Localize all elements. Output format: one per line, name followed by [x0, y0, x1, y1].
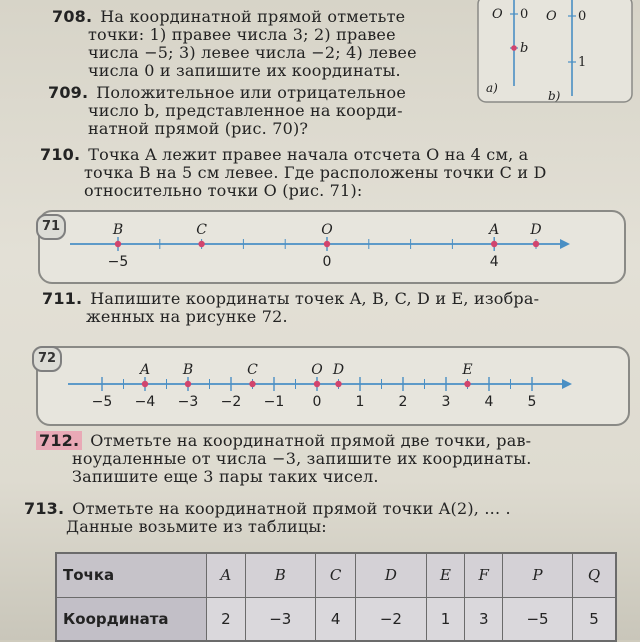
- fig72-tick-label: −2: [220, 394, 242, 410]
- problem-708: [52, 8, 472, 80]
- fig71-point-o: [324, 241, 330, 247]
- problem-text-line: натной прямой (рис. 70)?: [88, 119, 309, 138]
- table-cell: 3: [465, 597, 502, 641]
- figure-71-label: 71: [36, 214, 66, 240]
- coordinates-table: [55, 552, 617, 642]
- fig70-zero-label: 0: [520, 7, 529, 22]
- fig72-tick-label: 0: [312, 394, 322, 410]
- problem-text-line: числа 0 и запишите их координаты.: [88, 61, 401, 80]
- fig72-point-o: [314, 381, 320, 387]
- table-row: [57, 597, 616, 641]
- table-header-cell: A: [207, 554, 246, 598]
- table-header-cell: Q: [573, 554, 616, 598]
- figure-71-number-line: [56, 214, 616, 278]
- fig71-point-label: O: [321, 222, 333, 238]
- fig70-zero-label-b: 0: [578, 9, 587, 24]
- problem-text-line: числа −5; 3) левее числа −2; 4) левее: [88, 43, 417, 62]
- fig72-point-b: [185, 381, 191, 387]
- table-header-cell: P: [502, 554, 572, 598]
- fig72-tick-label: 2: [398, 394, 408, 410]
- fig71-axis-arrow: [560, 239, 570, 249]
- problem-text-line: женных на рисунке 72.: [86, 307, 288, 326]
- fig72-tick-label: 1: [355, 394, 365, 410]
- fig72-point-label: B: [182, 362, 194, 378]
- problem-text-line: число b, представленное на коорди-: [88, 101, 403, 120]
- fig72-point-a: [142, 381, 148, 387]
- fig72-tick-label: −1: [263, 394, 285, 410]
- fig70-one-label: 1: [578, 55, 587, 70]
- problem-text-line: Отметьте на координатной прямой две точки, рав-: [90, 431, 532, 450]
- table-cell: −2: [356, 597, 426, 641]
- fig72-tick-label: −5: [91, 394, 113, 410]
- fig72-tick-label: 3: [441, 394, 451, 410]
- table-header-label: Точка: [57, 554, 207, 598]
- table-header-cell: F: [465, 554, 502, 598]
- table-cell: 4: [315, 597, 355, 641]
- problem-711: [42, 290, 632, 326]
- fig71-point-d: [533, 241, 539, 247]
- table-cell: −5: [502, 597, 572, 641]
- fig71-point-a: [491, 241, 497, 247]
- table-cell: 1: [426, 597, 465, 641]
- fig70-a-caption: a): [486, 81, 498, 95]
- table-header-cell: B: [245, 554, 315, 598]
- fig72-point-label: E: [462, 362, 473, 378]
- problem-number: 711.: [42, 289, 83, 308]
- fig72-axis-arrow: [562, 379, 572, 389]
- fig72-tick-label: −3: [177, 394, 199, 410]
- fig70-b-caption: b): [548, 89, 561, 103]
- fig71-point-label: C: [196, 222, 207, 238]
- fig71-point-label: A: [489, 222, 500, 238]
- fig72-tick-label: 4: [484, 394, 494, 410]
- fig72-tick-label: 5: [527, 394, 537, 410]
- problem-text-line: Запишите еще 3 пары таких чисел.: [72, 467, 379, 486]
- figure-70: [476, 0, 636, 106]
- fig71-point-label: D: [530, 222, 542, 238]
- figure-72-number-line: [60, 352, 620, 418]
- fig72-point-label: D: [332, 362, 345, 378]
- problem-text-line: Отметьте на координатной прямой точки A(2), ... .: [72, 499, 511, 518]
- problem-number: 708.: [52, 7, 93, 26]
- fig72-point-label: C: [247, 362, 258, 378]
- fig72-tick-label: −4: [134, 394, 156, 410]
- problem-number: 710.: [40, 145, 81, 164]
- fig72-point-c: [249, 381, 255, 387]
- fig72-point-label: A: [139, 362, 151, 378]
- problem-number: 713.: [24, 499, 65, 518]
- fig71-tick-label: 4: [489, 254, 499, 270]
- table-cell: −3: [245, 597, 315, 641]
- problem-text-line: Напишите координаты точек A, B, C, D и E, изобра-: [90, 289, 540, 308]
- problem-text-line: На координатной прямой отметьте: [100, 7, 406, 26]
- table-header-row: [57, 554, 616, 598]
- fig71-point-label: B: [112, 222, 124, 238]
- fig72-point-label: O: [311, 362, 323, 378]
- figure-72-label: 72: [32, 346, 62, 372]
- problem-number: 712.: [36, 431, 82, 450]
- fig70-o-label: O: [492, 7, 503, 22]
- problem-text-line: Данные возьмите из таблицы:: [66, 517, 327, 536]
- problem-text-line: ноудаленные от числа −3, запишите их координаты.: [72, 449, 532, 468]
- problem-text-line: Положительное или отрицательное: [96, 83, 407, 102]
- table-header-cell: D: [356, 554, 426, 598]
- problem-709: [48, 84, 468, 138]
- fig71-tick-label: −5: [107, 254, 129, 270]
- problem-text-line: точка B на 5 см левее. Где расположены точки C и D: [84, 163, 547, 182]
- table-header-cell: C: [315, 554, 355, 598]
- problem-text-line: относительно точки O (рис. 71):: [84, 181, 363, 200]
- problem-713: [24, 500, 634, 536]
- problem-710: [40, 146, 640, 200]
- problem-712: [36, 432, 636, 486]
- fig71-point-c: [198, 241, 204, 247]
- fig70-b-label: b: [520, 41, 529, 56]
- problem-number: 709.: [48, 83, 89, 102]
- fig72-point-e: [464, 381, 470, 387]
- table-cell: 2: [207, 597, 246, 641]
- fig72-point-d: [335, 381, 341, 387]
- table-row-label: Координата: [57, 597, 207, 641]
- fig71-tick-label: 0: [322, 254, 332, 270]
- fig70-o-label-b: O: [546, 9, 557, 24]
- problem-text-line: точки: 1) правее числа 3; 2) правее: [88, 25, 396, 44]
- table-header-cell: E: [426, 554, 465, 598]
- problem-text-line: Точка A лежит правее начала отсчета O на 4 см, а: [88, 145, 529, 164]
- fig71-point-b: [115, 241, 121, 247]
- table-cell: 5: [573, 597, 616, 641]
